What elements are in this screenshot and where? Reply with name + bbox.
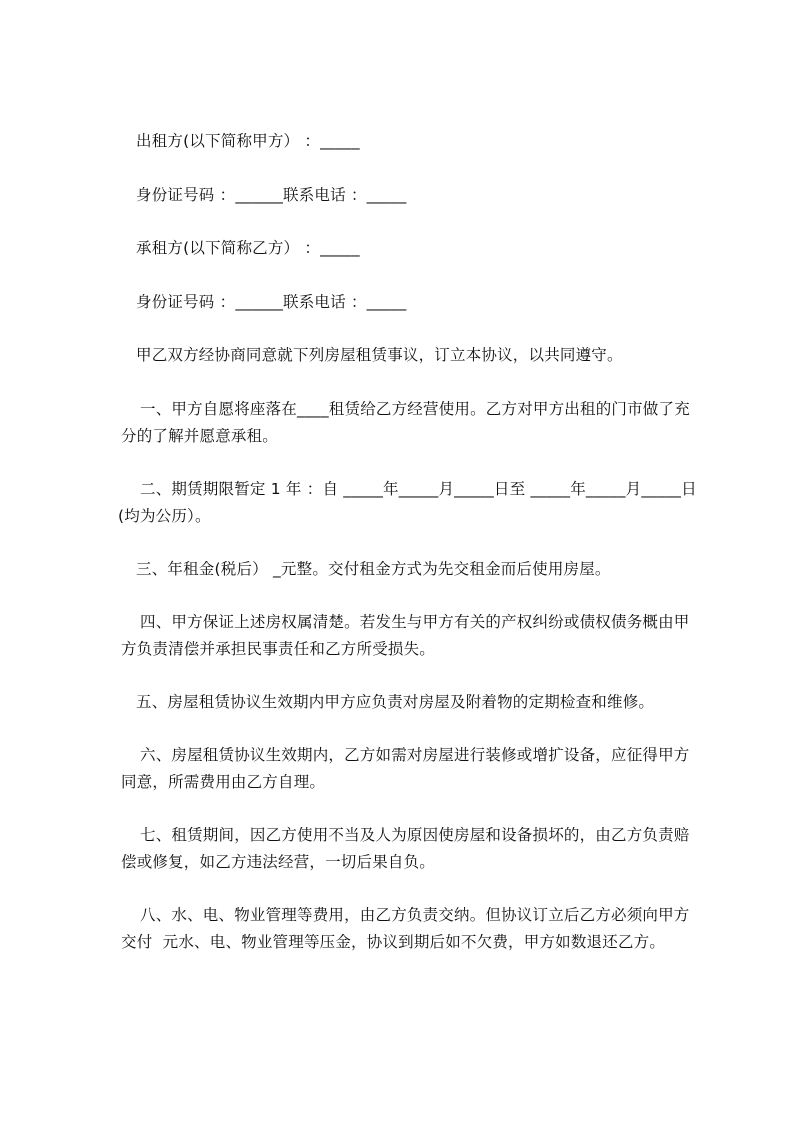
clause-6-line-1: 六、房屋租赁协议生效期内，乙方如需对房屋进行装修或增扩设备，应征得甲方 [140, 746, 690, 764]
lessee-id-line: 身份证号码 ：______联系电话 ：_____ [136, 293, 407, 311]
clause-2-line-2: (均为公历）。 [118, 507, 211, 525]
lessor-line: 出租方(以下简称甲方） ：_____ [136, 132, 360, 150]
clause-3-line-1: 三、年租金(税后） _元整。交付租金方式为先交租金而后使用房屋。 [136, 560, 611, 578]
lessee-line: 承租方(以下简称乙方） ：_____ [136, 239, 360, 257]
clause-2-line-1: 二、期赁期限暂定 1 年 ：自 _____年_____月_____日至 _____年_____月_____日 [140, 480, 697, 498]
clause-8-line-1: 八、水、电、物业管理等费用，由乙方负责交纳。但协议订立后乙方必须向甲方 [140, 906, 690, 924]
clause-1-line-1: 一、甲方自愿将座落在____租赁给乙方经营使用。乙方对甲方出租的门市做了充 [140, 400, 690, 418]
clause-6-line-2: 同意，所需费用由乙方自理。 [121, 773, 326, 791]
clause-1-line-2: 分的了解并愿意承租。 [121, 427, 279, 445]
clause-4-line-2: 方负责清偿并承担民事责任和乙方所受损失。 [121, 640, 436, 658]
clause-7-line-2: 偿或修复，如乙方违法经营，一切后果自负。 [121, 853, 436, 871]
clause-7-line-1: 七、租赁期间，因乙方使用不当及人为原因使房屋和设备损坏的，由乙方负责赔 [140, 826, 690, 844]
clause-8-line-2: 交付 元水、电、物业管理等压金，协议到期后如不欠费，甲方如数退还乙方。 [121, 933, 666, 951]
lessor-id-line: 身份证号码 ：______联系电话 ：_____ [136, 186, 407, 204]
intro-paragraph: 甲乙双方经协商同意就下列房屋租赁事议，订立本协议，以共同遵守。 [136, 346, 623, 364]
clause-4-line-1: 四、甲方保证上述房权属清楚。若发生与甲方有关的产权纠纷或债权债务概由甲 [140, 613, 690, 631]
clause-5-line-1: 五、房屋租赁协议生效期内甲方应负责对房屋及附着物的定期检查和维修。 [136, 693, 655, 711]
